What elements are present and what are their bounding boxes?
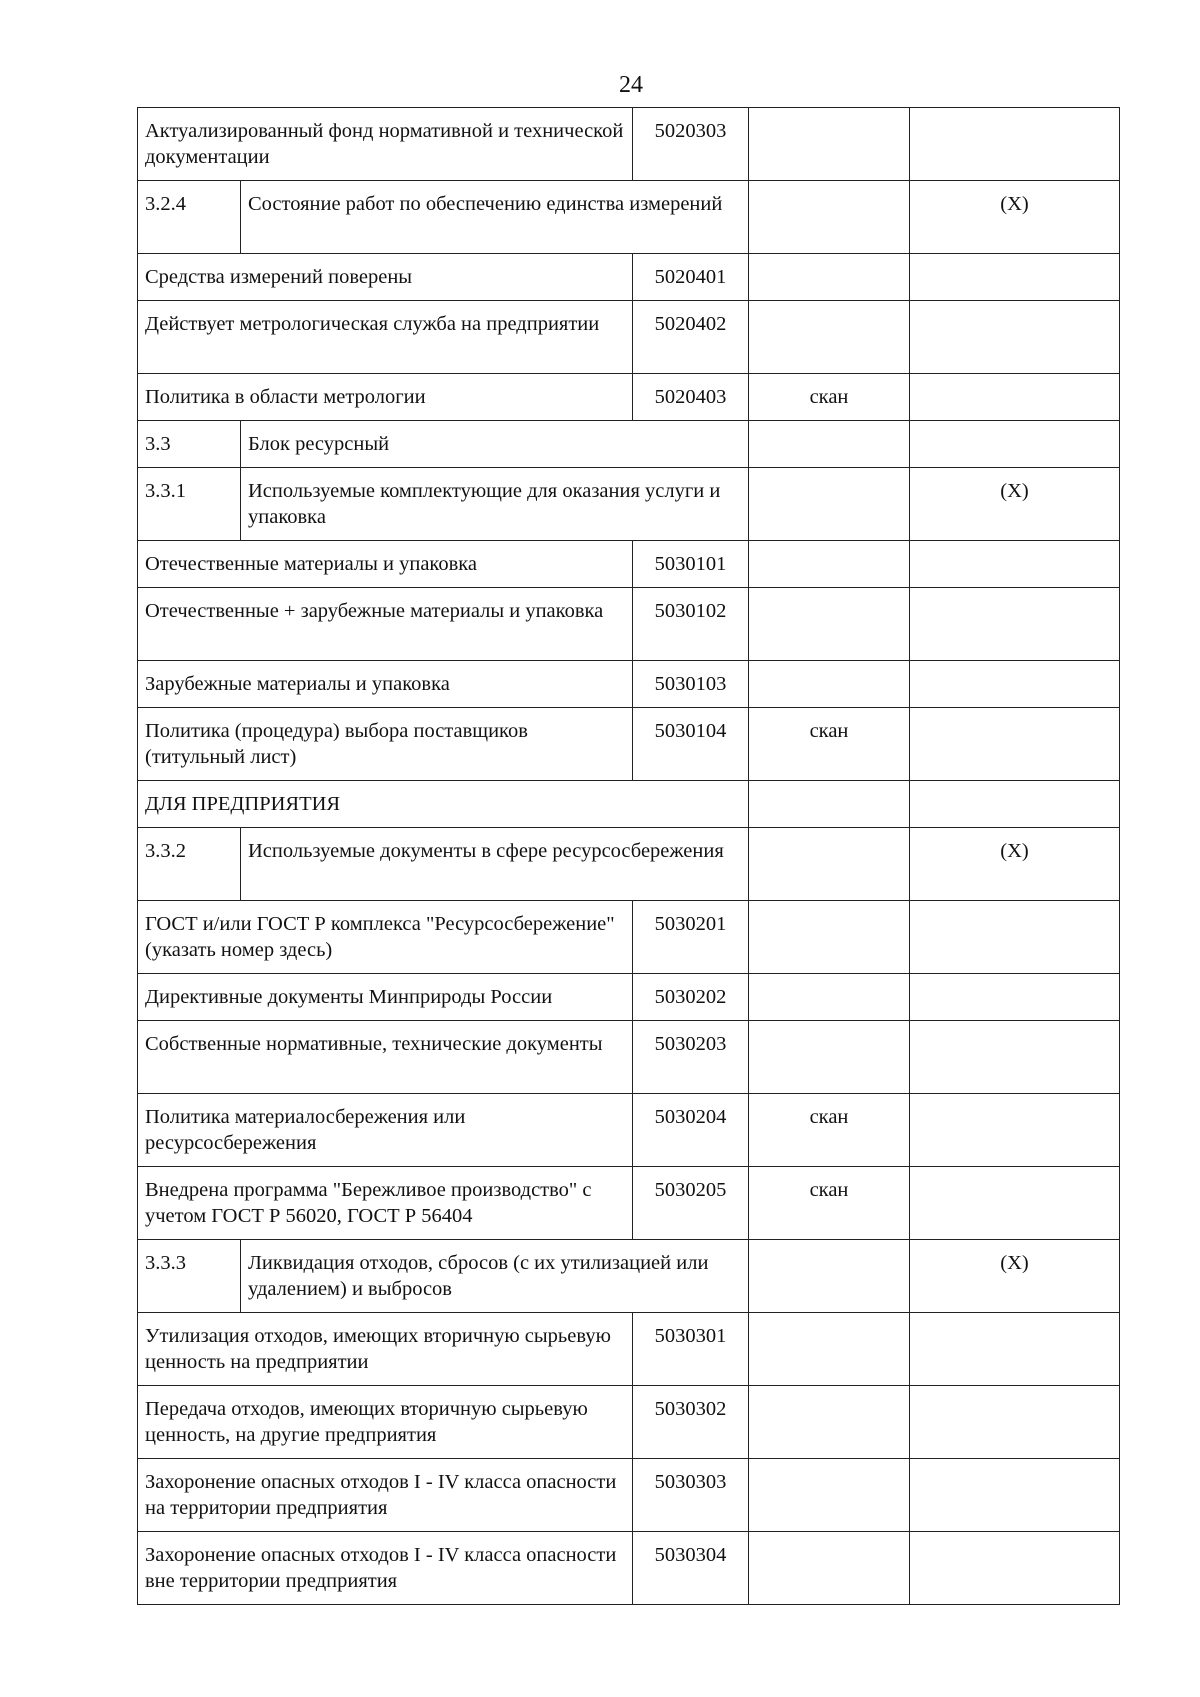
- item-x: [910, 1386, 1120, 1459]
- item-text: Действует метрологическая служба на предприятии: [138, 301, 633, 374]
- item-text: Захоронение опасных отходов I - IV класса опасности на территории предприятия: [138, 1459, 633, 1532]
- item-code: 5020401: [633, 254, 749, 301]
- item-text: Директивные документы Минприроды России: [138, 974, 633, 1021]
- item-code: 5020303: [633, 108, 749, 181]
- table-row: [138, 1386, 1120, 1459]
- section-x-mark: [910, 421, 1120, 468]
- item-text: Политика в области метрологии: [138, 374, 633, 421]
- item-x: [910, 1021, 1120, 1094]
- table-row: [138, 254, 1120, 301]
- table-row: [138, 468, 1120, 541]
- item-mark: скан: [749, 374, 910, 421]
- item-mark: [749, 974, 910, 1021]
- item-mark: [749, 1532, 910, 1605]
- item-mark: скан: [749, 708, 910, 781]
- item-mark: скан: [749, 1167, 910, 1240]
- table-row: [138, 1313, 1120, 1386]
- table-row: [138, 181, 1120, 254]
- section-mark: [749, 421, 910, 468]
- item-code: 5020403: [633, 374, 749, 421]
- table-row: [138, 661, 1120, 708]
- item-text: Отечественные материалы и упаковка: [138, 541, 633, 588]
- section-title: Ликвидация отходов, сбросов (с их утилизацией или удалением) и выбросов: [241, 1240, 749, 1313]
- item-mark: [749, 661, 910, 708]
- item-code: 5030303: [633, 1459, 749, 1532]
- section-title: Используемые документы в сфере ресурсосбережения: [241, 828, 749, 901]
- item-code: 5030103: [633, 661, 749, 708]
- table-row: [138, 301, 1120, 374]
- item-x: [910, 1459, 1120, 1532]
- item-text: Зарубежные материалы и упаковка: [138, 661, 633, 708]
- item-x: [910, 108, 1120, 181]
- item-text: Утилизация отходов, имеющих вторичную сырьевую ценность на предприятии: [138, 1313, 633, 1386]
- item-code: 5030301: [633, 1313, 749, 1386]
- section-mark: [749, 1240, 910, 1313]
- item-mark: [749, 301, 910, 374]
- item-code: 5030302: [633, 1386, 749, 1459]
- section-x-mark: (X): [910, 1240, 1120, 1313]
- item-x: [910, 254, 1120, 301]
- section-mark: [749, 181, 910, 254]
- item-text: Захоронение опасных отходов I - IV класса опасности вне территории предприятия: [138, 1532, 633, 1605]
- item-mark: [749, 1021, 910, 1094]
- item-code: 5030202: [633, 974, 749, 1021]
- table-row: [138, 374, 1120, 421]
- table-row: [138, 1532, 1120, 1605]
- table-row: [138, 901, 1120, 974]
- section-number: 3.3.2: [138, 828, 241, 901]
- section-number: 3.3.3: [138, 1240, 241, 1313]
- item-code: 5030205: [633, 1167, 749, 1240]
- item-mark: скан: [749, 1094, 910, 1167]
- section-mark: [749, 828, 910, 901]
- table-row: [138, 781, 1120, 828]
- item-text: Политика материалосбережения или ресурсосбережения: [138, 1094, 633, 1167]
- item-mark: [749, 588, 910, 661]
- table-row: [138, 541, 1120, 588]
- table-row: [138, 828, 1120, 901]
- item-text: Политика (процедура) выбора поставщиков (титульный лист): [138, 708, 633, 781]
- table-row: [138, 974, 1120, 1021]
- item-x: [910, 661, 1120, 708]
- document-table: [137, 107, 1120, 1605]
- item-text: Средства измерений поверены: [138, 254, 633, 301]
- table-row: [138, 1021, 1120, 1094]
- item-code: 5030102: [633, 588, 749, 661]
- item-mark: [749, 1459, 910, 1532]
- item-text: ГОСТ и/или ГОСТ Р комплекса "Ресурсосбережение" (указать номер здесь): [138, 901, 633, 974]
- item-code: 5030201: [633, 901, 749, 974]
- item-x: [910, 901, 1120, 974]
- item-x: [910, 974, 1120, 1021]
- section-number: 3.2.4: [138, 181, 241, 254]
- item-code: 5030104: [633, 708, 749, 781]
- table-row: [138, 108, 1120, 181]
- table-row: [138, 1094, 1120, 1167]
- section-title: Блок ресурсный: [241, 421, 749, 468]
- item-code: 5030101: [633, 541, 749, 588]
- item-mark: [749, 254, 910, 301]
- heading-x: [910, 781, 1120, 828]
- section-number: 3.3.1: [138, 468, 241, 541]
- item-mark: [749, 541, 910, 588]
- table-row: [138, 1167, 1120, 1240]
- section-title: Состояние работ по обеспечению единства измерений: [241, 181, 749, 254]
- table-row: [138, 1240, 1120, 1313]
- section-number: 3.3: [138, 421, 241, 468]
- heading-text: ДЛЯ ПРЕДПРИЯТИЯ: [138, 781, 749, 828]
- section-mark: [749, 468, 910, 541]
- table-row: [138, 588, 1120, 661]
- section-x-mark: (X): [910, 468, 1120, 541]
- item-text: Отечественные + зарубежные материалы и упаковка: [138, 588, 633, 661]
- item-mark: [749, 1313, 910, 1386]
- item-x: [910, 374, 1120, 421]
- table-row: [138, 1459, 1120, 1532]
- item-x: [910, 1094, 1120, 1167]
- item-text: Передача отходов, имеющих вторичную сырьевую ценность, на другие предприятия: [138, 1386, 633, 1459]
- item-text: Внедрена программа "Бережливое производство" с учетом ГОСТ Р 56020, ГОСТ Р 56404: [138, 1167, 633, 1240]
- section-x-mark: (X): [910, 181, 1120, 254]
- item-x: [910, 1167, 1120, 1240]
- item-x: [910, 1313, 1120, 1386]
- item-mark: [749, 108, 910, 181]
- item-x: [910, 301, 1120, 374]
- item-code: 5020402: [633, 301, 749, 374]
- section-x-mark: (X): [910, 828, 1120, 901]
- table-row: [138, 421, 1120, 468]
- section-title: Используемые комплектующие для оказания услуги и упаковка: [241, 468, 749, 541]
- item-x: [910, 1532, 1120, 1605]
- item-code: 5030204: [633, 1094, 749, 1167]
- item-mark: [749, 1386, 910, 1459]
- table-row: [138, 708, 1120, 781]
- item-code: 5030304: [633, 1532, 749, 1605]
- page-number: 24: [619, 72, 643, 98]
- item-text: Собственные нормативные, технические документы: [138, 1021, 633, 1094]
- item-mark: [749, 901, 910, 974]
- item-x: [910, 541, 1120, 588]
- item-code: 5030203: [633, 1021, 749, 1094]
- item-text: Актуализированный фонд нормативной и технической документации: [138, 108, 633, 181]
- item-x: [910, 708, 1120, 781]
- item-x: [910, 588, 1120, 661]
- heading-mark: [749, 781, 910, 828]
